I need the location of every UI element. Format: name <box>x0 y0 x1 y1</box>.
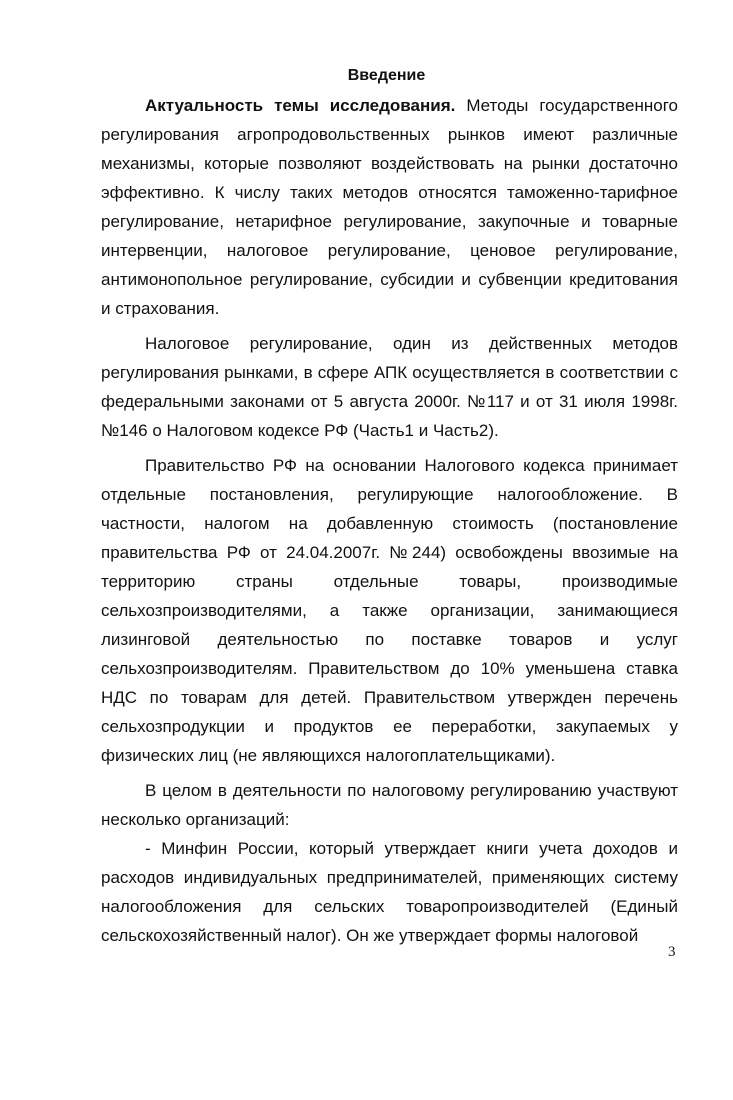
body-text <box>101 91 678 950</box>
page-number: 3 <box>668 944 676 960</box>
paragraph-text: В целом в деятельности по налоговому регулированию участвуют несколько организаций: <box>101 781 678 829</box>
paragraph-text: - Минфин России, который утверждает книги учета доходов и расходов индивидуальных предпринимателей, применяющих систему налогообложения для сельских товаропроизводителей (Единый сельскохозяйственный налог). Он же утверждает формы налоговой <box>101 839 678 945</box>
paragraph-text: Правительство РФ на основании Налогового кодекса принимает отдельные постановления, регулирующие налогообложение. В частности, налогом на добавленную стоимость (постановление правительства РФ от 24.04.2007г. №244) освобождены ввозимые на территорию страны отдельные товары, производимые сельхозпроизводителями, а также организации, занимающиеся лизинговой деятельностью по поставке товаров и услуг сельхозпроизводителям. Правительством до 10% уменьшена ставка НДС по товарам для детей. Правительством утвержден перечень сельхозпродукции и продуктов ее переработки, закупаемых у физических лиц (не являющихся налогоплательщиками). <box>101 456 678 765</box>
paragraph-tax-regulation <box>101 329 678 445</box>
paragraph-text: Налоговое регулирование, один из действенных методов регулирования рынками, в сфере АПК осуществляется в соответствии с федеральными законами от 5 августа 2000г. №117 и от 31 июля 1998г. №146 о Налоговом кодексе РФ (Часть1 и Часть2). <box>101 334 678 440</box>
paragraph-minfin <box>101 834 678 950</box>
paragraph-government-resolutions <box>101 451 678 770</box>
paragraph-text: Методы государственного регулирования агропродовольственных рынков имеют различные механизмы, которые позволяют воздействовать на рынки достаточно эффективно. К числу таких методов относятся таможенно-тарифное регулирование, нетарифное регулирование, закупочные и товарные интервенции, налоговое регулирование, ценовое регулирование, антимонопольное регулирование, субсидии и субвенции кредитования и страхования. <box>101 96 678 318</box>
paragraph-lead: Актуальность темы исследования. <box>145 96 456 115</box>
paragraph-organizations <box>101 776 678 834</box>
section-heading: Введение <box>347 67 426 84</box>
paragraph-relevance <box>101 91 678 323</box>
